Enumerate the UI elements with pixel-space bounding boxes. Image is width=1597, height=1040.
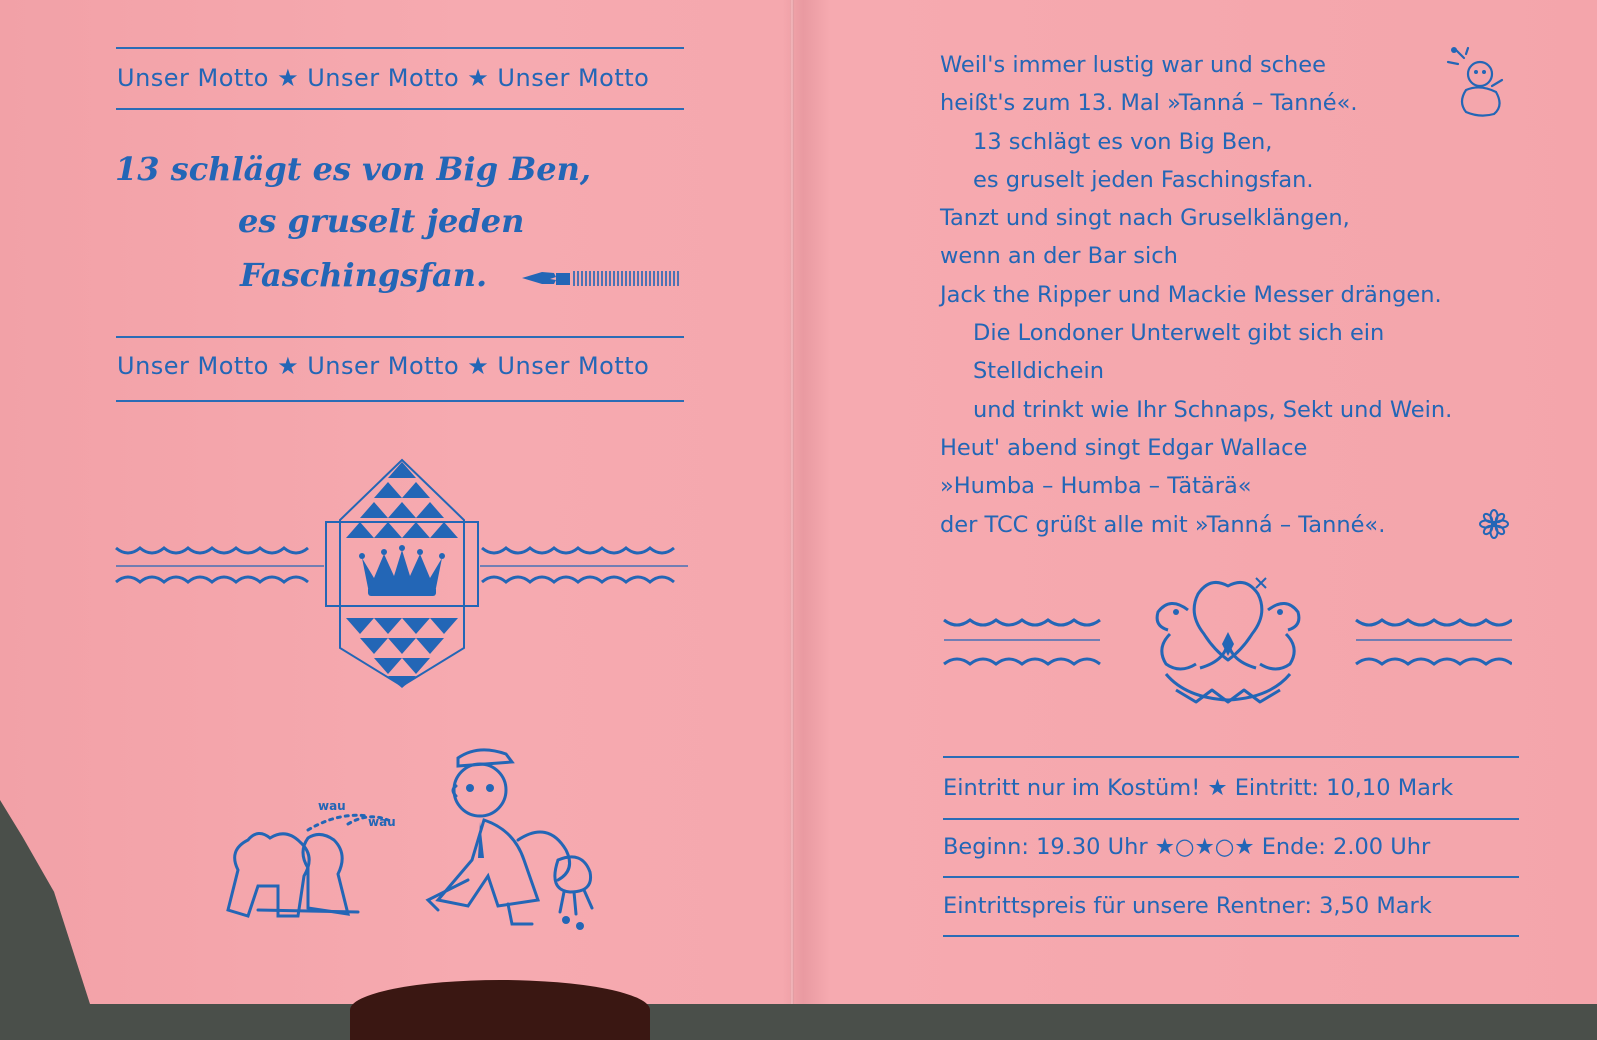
slogan-line-2: es gruselt jeden xyxy=(238,202,525,240)
poem-line: wenn an der Bar sich xyxy=(940,243,1178,270)
rule-line xyxy=(116,336,684,338)
dogs-and-man-illustration xyxy=(218,730,638,940)
rule-line xyxy=(116,47,684,49)
rule-line xyxy=(943,756,1519,758)
poem-line: heißt's zum 13. Mal »Tanná – Tanné«. xyxy=(940,90,1358,117)
poem-line: der TCC grüßt alle mit »Tanná – Tanné«. xyxy=(940,511,1386,538)
slogan-line-3: Faschingsfan. xyxy=(240,256,488,294)
poem-line: Tanzt und singt nach Gruselklängen, xyxy=(940,205,1350,232)
poem-line: es gruselt jeden Faschingsfan. xyxy=(973,166,1314,193)
dog-sound-1: wau xyxy=(318,799,346,813)
poem-line: Stelldichein xyxy=(973,358,1104,385)
poem-line: Heut' abend singt Edgar Wallace xyxy=(940,434,1308,461)
crown-emblem xyxy=(112,458,692,688)
pointing-hand-icon xyxy=(520,266,685,288)
poem xyxy=(940,46,1520,544)
card-fold xyxy=(790,0,794,1004)
rule-line xyxy=(943,935,1519,937)
motto-bottom: Unser Motto ★ Unser Motto ★ Unser Motto xyxy=(117,352,650,380)
rule-line xyxy=(943,818,1519,820)
rule-line xyxy=(116,400,684,402)
rule-line xyxy=(943,876,1519,878)
poem-line: und trinkt wie Ihr Schnaps, Sekt und Wein. xyxy=(973,396,1453,423)
dog-sound-2: wau xyxy=(368,815,396,829)
birds-heart-ornament xyxy=(940,574,1512,720)
poem-line: »Humba – Humba – Tätärä« xyxy=(940,473,1252,500)
time-info: Beginn: 19.30 Uhr ★○★○★ Ende: 2.00 Uhr xyxy=(943,834,1431,860)
motto-top: Unser Motto ★ Unser Motto ★ Unser Motto xyxy=(117,64,650,92)
pensioner-price: Eintrittspreis für unsere Rentner: 3,50 Mark xyxy=(943,893,1432,919)
slogan-line-1: 13 schlägt es von Big Ben, xyxy=(115,150,592,188)
poem-line: Die Londoner Unterwelt gibt sich ein xyxy=(973,320,1385,347)
record-disc-edge xyxy=(350,980,650,1040)
flower-icon xyxy=(1479,509,1509,539)
rule-line xyxy=(116,108,684,110)
poem-line: 13 schlägt es von Big Ben, xyxy=(973,128,1273,155)
poem-line: Jack the Ripper und Mackie Messer drängen. xyxy=(940,281,1442,308)
entry-info: Eintritt nur im Kostüm! ★ Eintritt: 10,10 Mark xyxy=(943,775,1454,801)
poem-line: Weil's immer lustig war und schee xyxy=(940,52,1326,78)
jester-icon xyxy=(1446,46,1508,118)
